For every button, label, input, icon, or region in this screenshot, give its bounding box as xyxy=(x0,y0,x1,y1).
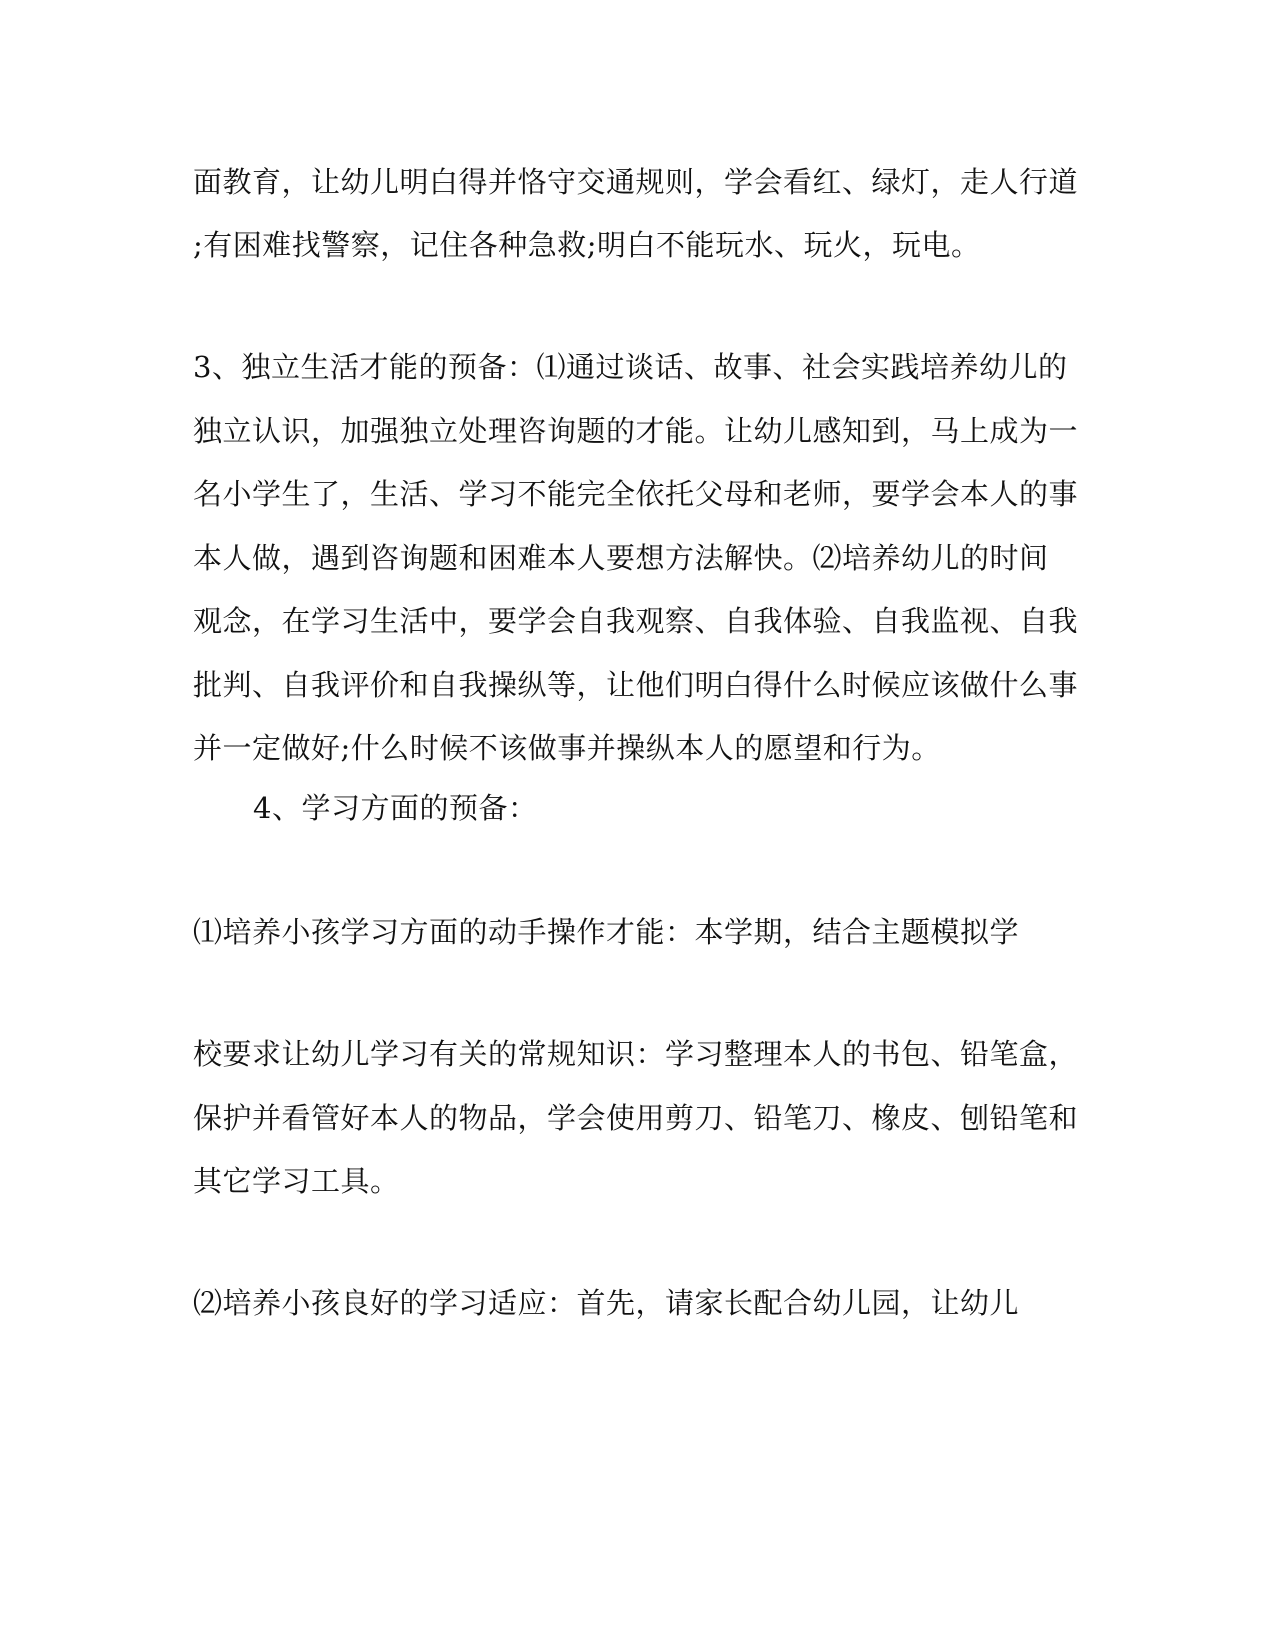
paragraph-line: 并一定做好;什么时候不该做事并操纵本人的愿望和行为。 xyxy=(193,731,941,765)
paragraph-line: 其它学习工具。 xyxy=(193,1164,400,1198)
paragraph-line: 独立认识，加强独立处理咨询题的才能。让幼儿感知到，马上成为一 xyxy=(193,414,1079,448)
section-heading: 4、学习方面的预备： xyxy=(253,791,538,825)
paragraph-line: 本人做，遇到咨询题和困难本人要想方法解快。⑵培养幼儿的时间 xyxy=(193,541,1049,575)
paragraph-line: ;有困难找警察，记住各种急救;明白不能玩水、玩火，玩电。 xyxy=(193,228,981,262)
paragraph-line: 3、独立生活才能的预备：⑴通过谈话、故事、社会实践培养幼儿的 xyxy=(193,350,1068,384)
paragraph-line: 保护并看管好本人的物品，学会使用剪刀、铅笔刀、橡皮、刨铅笔和 xyxy=(193,1101,1079,1135)
paragraph-line: 面教育，让幼儿明白得并恪守交通规则，学会看红、绿灯，走人行道 xyxy=(193,165,1079,199)
paragraph-line: 校要求让幼儿学习有关的常规知识：学习整理本人的书包、铅笔盒， xyxy=(193,1037,1079,1071)
paragraph-line: ⑵培养小孩良好的学习适应：首先，请家长配合幼儿园，让幼儿 xyxy=(193,1286,1020,1320)
paragraph-line: ⑴培养小孩学习方面的动手操作才能：本学期，结合主题模拟学 xyxy=(193,915,1020,949)
paragraph-line: 批判、自我评价和自我操纵等，让他们明白得什么时候应该做什么事 xyxy=(193,668,1079,702)
paragraph-line: 观念，在学习生活中，要学会自我观察、自我体验、自我监视、自我 xyxy=(193,604,1079,638)
paragraph-line: 名小学生了，生活、学习不能完全依托父母和老师，要学会本人的事 xyxy=(193,477,1079,511)
